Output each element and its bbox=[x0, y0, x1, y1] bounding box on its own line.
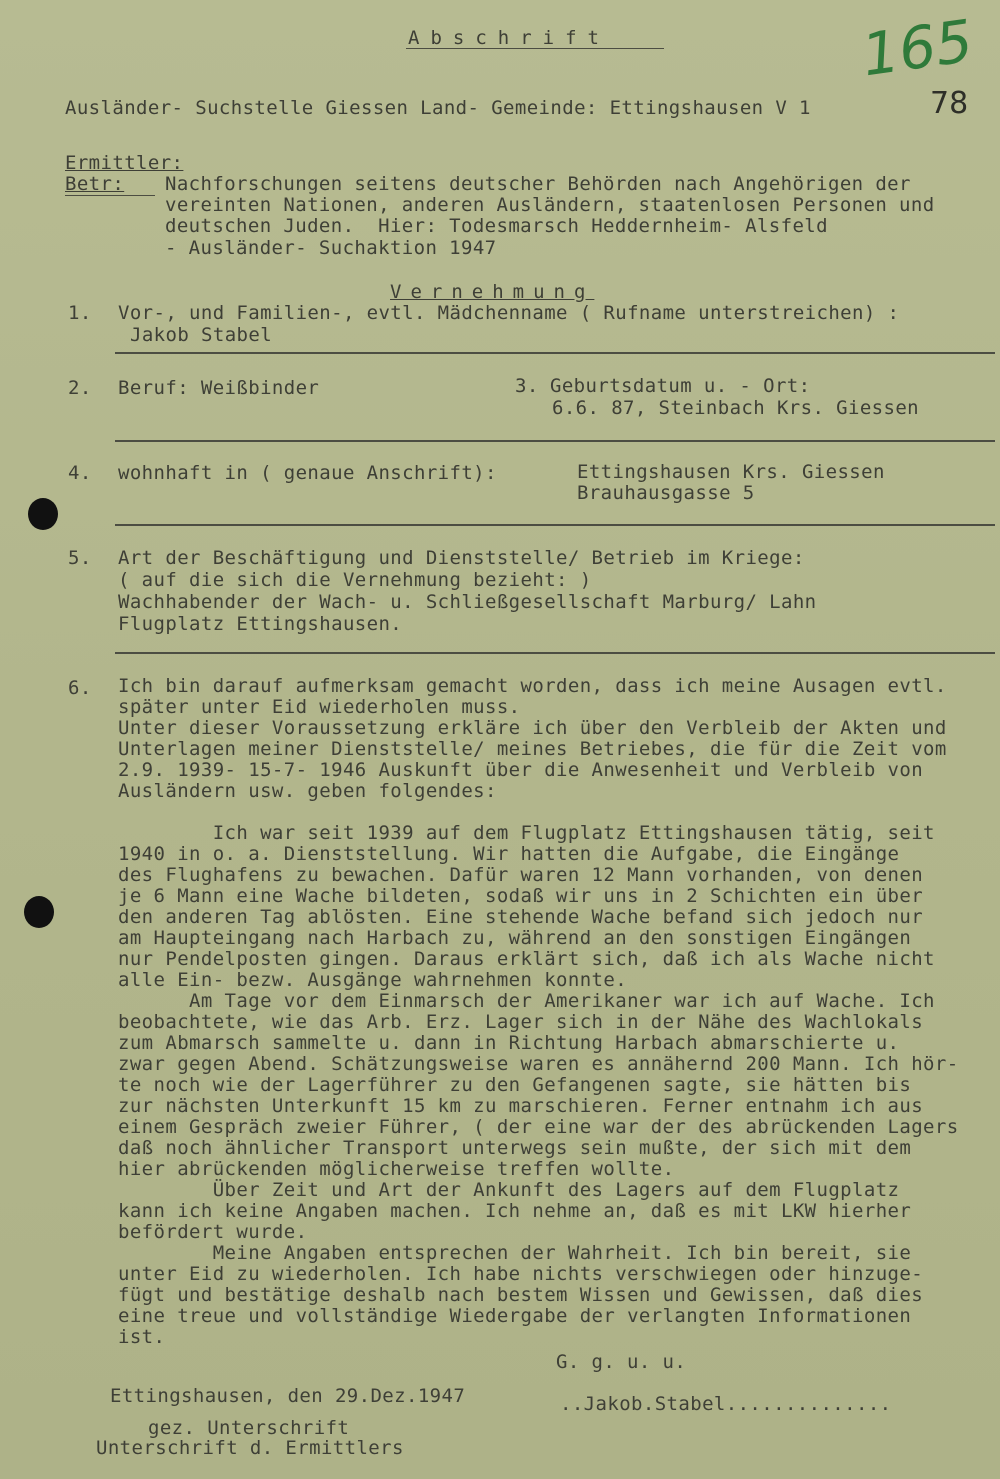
ermittler-label: Ermittler: bbox=[65, 152, 184, 174]
statement-line: den anderen Tag ablösten. Eine stehende Wache befand sich jedoch nur bbox=[118, 906, 924, 928]
statement-line: zum Abmarsch sammelte u. dann in Richtung Harbach abmarschierte u. bbox=[118, 1032, 900, 1054]
statement-line: hier abrückenden möglicherweise treffen wollte. bbox=[118, 1158, 675, 1180]
field-1-value: Jakob Stabel bbox=[130, 324, 273, 346]
statement-line: beobachtete, wie das Arb. Erz. Lager sich in der Nähe des Wachlokals bbox=[118, 1011, 924, 1033]
statement-line: 2.9. 1939- 15-7- 1946 Auskunft über die Anwesenheit und Verbleib von bbox=[118, 759, 924, 781]
punch-hole bbox=[28, 498, 58, 530]
punch-hole bbox=[24, 896, 54, 928]
statement-line: Meine Angaben entsprechen der Wahrheit. Ich bin bereit, sie bbox=[118, 1242, 912, 1264]
field-5-line: Flugplatz Ettingshausen. bbox=[118, 613, 403, 635]
page-number: 78 bbox=[930, 86, 969, 121]
statement-line: befördert wurde. bbox=[118, 1221, 308, 1243]
field-3-value: 6.6. 87, Steinbach Krs. Giessen bbox=[552, 397, 920, 419]
field-5-line: Art der Beschäftigung und Dienststelle/ Betrieb im Kriege: bbox=[118, 547, 805, 569]
gguu-text: G. g. u. u. bbox=[556, 1351, 687, 1373]
separator-line bbox=[115, 440, 995, 442]
statement-line: Über Zeit und Art der Ankunft des Lagers auf dem Flugplatz bbox=[118, 1179, 900, 1201]
statement-line: Unterlagen meiner Dienststelle/ meines Betriebes, die für die Zeit vom bbox=[118, 738, 947, 760]
place-date: Ettingshausen, den 29.Dez.1947 bbox=[110, 1385, 466, 1407]
gez-unterschrift: gez. Unterschrift bbox=[148, 1417, 350, 1439]
signature: ..Jakob.Stabel.............. bbox=[560, 1393, 892, 1415]
statement-line: daß noch ähnlicher Transport unterwegs sein mußte, der sich mit dem bbox=[118, 1137, 912, 1159]
betr-label: Betr: bbox=[65, 173, 125, 195]
field-3-number: 3. bbox=[515, 375, 539, 397]
betr-line: vereinten Nationen, anderen Ausländern, staatenlosen Personen und bbox=[165, 194, 935, 216]
statement-line: unter Eid zu wiederholen. Ich habe nichts verschwiegen oder hinzuge- bbox=[118, 1263, 924, 1285]
field-2-label: Beruf: Weißbinder bbox=[118, 377, 320, 399]
field-2-number: 2. bbox=[68, 377, 92, 399]
statement-line: 1940 in o. a. Dienststellung. Wir hatten die Aufgabe, die Eingänge bbox=[118, 843, 900, 865]
separator-line bbox=[115, 352, 995, 354]
field-4-label: wohnhaft in ( genaue Anschrift): bbox=[118, 462, 497, 484]
statement-line: Ich bin darauf aufmerksam gemacht worden, dass ich meine Ausagen evtl. bbox=[118, 675, 947, 697]
separator-line bbox=[115, 652, 995, 654]
field-1-number: 1. bbox=[68, 302, 92, 324]
statement-line: Ausländern usw. geben folgendes: bbox=[118, 780, 497, 802]
betr-line: - Ausländer- Suchaktion 1947 bbox=[165, 237, 497, 259]
field-6-number: 6. bbox=[68, 677, 92, 699]
statement-line: des Flughafens zu bewachen. Dafür waren 12 Mann vorhanden, von denen bbox=[118, 864, 924, 886]
field-1-label: Vor-, und Familien-, evtl. Mädchenname ( Rufname unterstreichen) : bbox=[118, 302, 900, 324]
statement-line: fügt und bestätige deshalb nach bestem Wissen und Gewissen, daß dies bbox=[118, 1284, 924, 1306]
separator-line bbox=[115, 524, 995, 526]
statement-line: einem Gespräch zweier Führer, ( der eine war der des abrückenden Lagers bbox=[118, 1116, 959, 1138]
title-underline bbox=[406, 48, 664, 49]
field-5-number: 5. bbox=[68, 547, 92, 569]
statement-line: am Haupteingang nach Harbach zu, während an den sonstigen Eingängen bbox=[118, 927, 912, 949]
statement-line: später unter Eid wiederholen muss. bbox=[118, 696, 521, 718]
statement-line: Am Tage vor dem Einmarsch der Amerikaner war ich auf Wache. Ich bbox=[118, 990, 935, 1012]
vernehmung-title: Vernehmung bbox=[390, 281, 595, 303]
statement-line: zwar gegen Abend. Schätzungsweise waren es annähernd 200 Mann. Ich hör- bbox=[118, 1053, 959, 1075]
statement-line: Ich war seit 1939 auf dem Flugplatz Ettingshausen tätig, seit bbox=[118, 822, 935, 844]
betr-underline bbox=[65, 195, 155, 196]
statement-line: zur nächsten Unterkunft 15 km zu marschieren. Ferner entnahm ich aus bbox=[118, 1095, 924, 1117]
betr-line: deutschen Juden. Hier: Todesmarsch Heddernheim- Alsfeld bbox=[165, 215, 828, 237]
statement-line: nur Pendelposten gingen. Daraus erklärt sich, daß ich als Wache nicht bbox=[118, 948, 935, 970]
statement-line: je 6 Mann eine Wache bildeten, sodaß wir uns in 2 Schichten ein über bbox=[118, 885, 924, 907]
statement-line: Unter dieser Voraussetzung erkläre ich über den Verbleib der Akten und bbox=[118, 717, 947, 739]
statement-line: eine treue und vollständige Wiedergabe der verlangten Informationen bbox=[118, 1305, 912, 1327]
betr-line: Nachforschungen seitens deutscher Behörden nach Angehörigen der bbox=[165, 173, 911, 195]
field-3-label: Geburtsdatum u. - Ort: bbox=[550, 375, 811, 397]
statement-line: alle Ein- bezw. Ausgänge wahrnehmen konnte. bbox=[118, 969, 628, 991]
field-4-value: Brauhausgasse 5 bbox=[577, 482, 755, 504]
location-line: Ausländer- Suchstelle Giessen Land- Gemeinde: Ettingshausen V 1 bbox=[65, 97, 811, 119]
statement-line: ist. bbox=[118, 1326, 166, 1348]
field-5-line: Wachhabender der Wach- u. Schließgesellschaft Marburg/ Lahn bbox=[118, 591, 817, 613]
statement-line: te noch wie der Lagerführer zu den Gefangenen sagte, sie hätten bis bbox=[118, 1074, 912, 1096]
ermittler-signature-label: Unterschrift d. Ermittlers bbox=[96, 1437, 404, 1459]
statement-line: kann ich keine Angaben machen. Ich nehme an, daß es mit LKW hierher bbox=[118, 1200, 912, 1222]
field-5-line: ( auf die sich die Vernehmung bezieht: ) bbox=[118, 569, 592, 591]
folio-number: 165 bbox=[857, 6, 977, 90]
document-title: Abschrift bbox=[408, 27, 610, 49]
field-4-value: Ettingshausen Krs. Giessen bbox=[577, 461, 885, 483]
field-4-number: 4. bbox=[68, 462, 92, 484]
